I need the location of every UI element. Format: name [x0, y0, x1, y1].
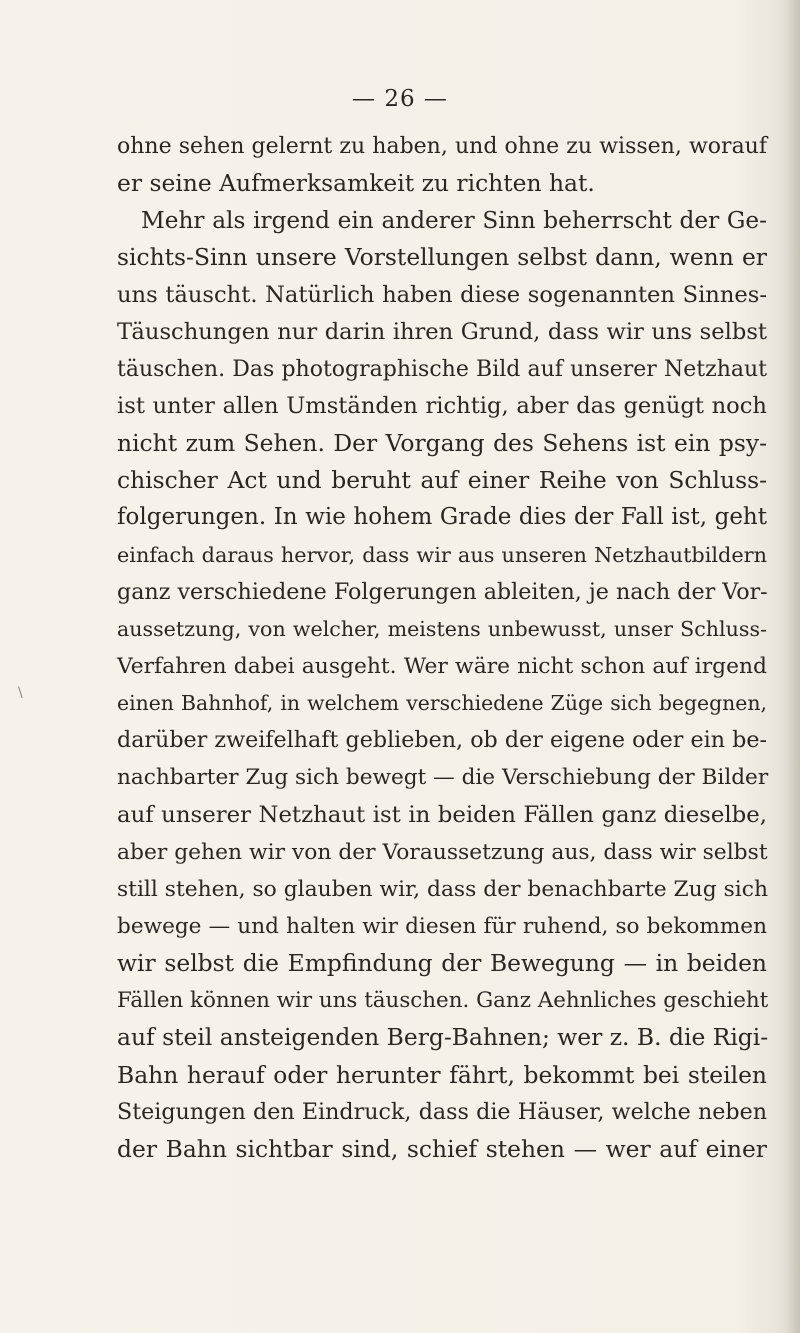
- text-line: aber gehen wir von der Voraussetzung aus, dass wir selbst: [117, 839, 768, 865]
- text-line: ist unter allen Umständen richtig, aber das genügt noch: [117, 392, 767, 419]
- text-line: Mehr als irgend ein anderer Sinn beherrscht der Ge-: [141, 207, 767, 235]
- margin-mark: \: [18, 685, 23, 701]
- text-line: Verfahren dabei ausgeht. Wer wäre nicht schon auf irgend: [117, 653, 767, 679]
- text-line: aussetzung, von welcher, meistens unbewusst, unser Schluss-: [117, 616, 767, 641]
- text-line: sichts-Sinn unsere Vorstellungen selbst dann, wenn er: [117, 243, 767, 272]
- text-line: täuschen. Das photographische Bild auf unserer Netzhaut: [117, 356, 767, 382]
- text-line: nicht zum Sehen. Der Vorgang des Sehens ist ein psy-: [117, 429, 767, 458]
- text-line: ganz verschiedene Folgerungen ableiten, je nach der Vor-: [117, 578, 768, 605]
- page-edge-shadow: [786, 0, 800, 1333]
- text-line: einfach daraus hervor, dass wir aus unseren Netzhautbildern: [117, 542, 767, 567]
- text-line: still stehen, so glauben wir, dass der benachbarte Zug sich: [117, 876, 768, 902]
- text-line: bewege — und halten wir diesen für ruhend, so bekommen: [117, 913, 767, 939]
- text-line: chischer Act und beruht auf einer Reihe von Schluss-: [117, 466, 767, 495]
- text-line: folgerungen. In wie hohem Grade dies der Fall ist, geht: [117, 504, 767, 531]
- text-line: uns täuscht. Natürlich haben diese sogenannten Sinnes-: [117, 281, 767, 308]
- text-line: darüber zweifelhaft geblieben, ob der eigene oder ein be-: [117, 727, 767, 754]
- text-line: auf steil ansteigenden Berg-Bahnen; wer z. B. die Rigi-: [117, 1023, 769, 1052]
- text-line: er seine Aufmerksamkeit zu richten hat.: [117, 169, 595, 198]
- text-line: einen Bahnhof, in welchem verschiedene Züge sich begegnen,: [117, 691, 767, 716]
- text-line: Fällen können wir uns täuschen. Ganz Aehnliches geschieht: [117, 988, 769, 1014]
- text-line: Bahn herauf oder herunter fährt, bekommt bei steilen: [117, 1060, 767, 1089]
- page-number: — 26 —: [352, 86, 448, 112]
- text-line: Steigungen den Eindruck, dass die Häuser, welche neben: [117, 1098, 767, 1125]
- text-line: nachbarter Zug sich bewegt — die Verschiebung der Bilder: [117, 765, 769, 791]
- body-text: [117, 128, 767, 1168]
- text-line: Täuschungen nur darin ihren Grund, dass wir uns selbst: [117, 318, 767, 345]
- text-line: ohne sehen gelernt zu haben, und ohne zu wissen, worauf: [117, 134, 767, 159]
- text-line: auf unserer Netzhaut ist in beiden Fällen ganz dieselbe,: [117, 801, 767, 828]
- text-line: wir selbst die Empfindung der Bewegung — in beiden: [117, 949, 767, 978]
- text-line: der Bahn sichtbar sind, schief stehen — wer auf einer: [117, 1134, 767, 1163]
